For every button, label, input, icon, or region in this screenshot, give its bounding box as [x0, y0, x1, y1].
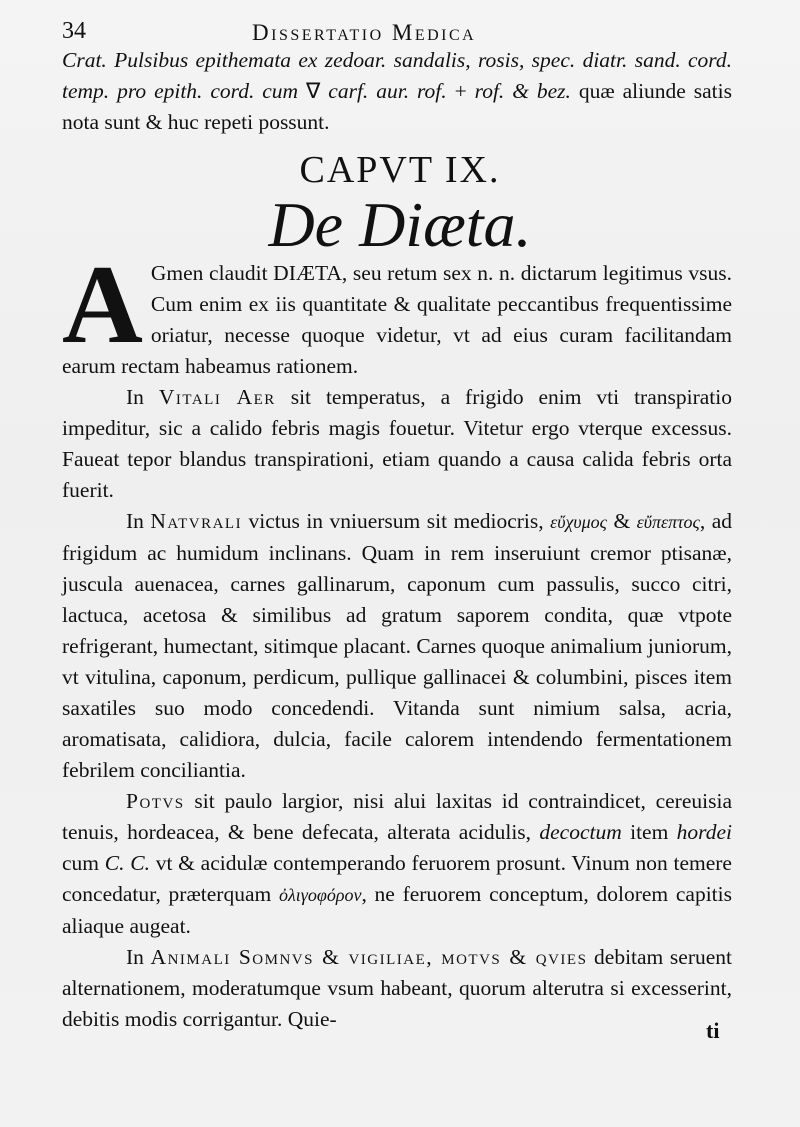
paragraph-5: [62, 942, 732, 1035]
p4-text-d: vt & acidulæ contemperando feruorem prosunt. Vinum non temere concedatur, præterquam: [62, 851, 732, 906]
paragraph-4: [62, 786, 732, 942]
paragraph-1-text: Gmen claudit DIÆTA, seu retum sex n. n. dictarum legitimus vsus. Cum enim ex iis quantitate & qualitate peccantibus frequentissime oriatur, necesse quoque videtur, vt ad eius curam facilitandam earum rectam habeamus rationem.: [62, 261, 732, 378]
p5-text: debitam seruent alternationem, moderatumque vsum habeant, quorum alterutra si excesserint, debitis modis corrigantur. Quie-: [62, 945, 732, 1031]
p2-lead: In: [126, 385, 159, 409]
intro-text-4: quæ aliunde satis nota sunt & huc repeti possunt.: [62, 79, 732, 134]
p3-text-b: &: [606, 509, 637, 533]
chapter-subtitle: De Diæta.: [268, 189, 532, 260]
p3-text-c: , ad frigidum ac humidum inclinans. Quam in rem inseruiunt cremor ptisanæ, juscula auenacea, carnes gallinarum, caponum cum passulis, succo citri, lactuca, acetosa & similibus ad gratum saporem condita, quæ vtpote refrigerant, humectant, sitimque placant. Carnes quoque animalium juniorum, vt vitulina, caponum, perdicum, pullique gallinacei & columbini, pisces item saxatiles suo modo concedendi. Vitanda sunt nimium salsa, acria, aromatisata, calidiora, dulcia, facile calorem intendendo fermentationem febrilem conciliantia.: [62, 509, 732, 782]
cross-symbol-icon: +: [454, 79, 467, 103]
p3-text-a: victus in vniuersum sit mediocris,: [242, 509, 551, 533]
p3-greek-a: εὔχυμος: [550, 512, 607, 532]
p4-greek: ὀλιγοφόρον: [278, 885, 362, 905]
paragraph-2: [62, 382, 732, 506]
p3-greek-b: εὔπεπτος: [636, 512, 700, 532]
p4-text-c: cum: [62, 851, 105, 875]
water-symbol-icon: ∇: [305, 79, 321, 103]
drop-cap: A: [62, 243, 143, 367]
body-text: [62, 243, 732, 1035]
page-number: 34: [62, 18, 86, 44]
p4-text-b: item: [621, 820, 677, 844]
p4-italic-a: decoctum: [539, 820, 622, 844]
p3-lead: In: [126, 509, 151, 533]
p2-text: sit temperatus, a frigido enim vti transpiratio impeditur, sic a calido febris magis fouetur. Vitetur ergo vterque excessus. Faueat tepor blandus transpirationi, etiam quando a causa calida febris orta fuerit.: [62, 385, 732, 502]
p4-text-e: , ne feruorem conceptum, dolorem capitis aliaque augeat.: [62, 882, 732, 938]
running-title: Dissertatio Medica: [252, 20, 477, 45]
catchword: ti: [706, 1018, 720, 1043]
p3-smallcaps: Natvrali: [150, 509, 243, 533]
p4-italic-b: hordei: [676, 820, 732, 844]
p4-smallcaps: Potvs: [126, 789, 185, 813]
intro-text-2: carf. aur. rof.: [320, 79, 455, 103]
intro-text-3: rof. & bez.: [466, 79, 571, 103]
intro-text: [62, 45, 732, 138]
paragraph-1: [62, 243, 732, 382]
running-header: [62, 18, 742, 48]
p5-smallcaps: Animali Somnvs & vigiliae, motvs & qvies: [150, 945, 588, 969]
chapter-heading: CAPVT IX.: [299, 149, 501, 191]
paragraph-3: [62, 506, 732, 786]
intro-text-1: Crat. Pulsibus epithemata ex zedoar. sandalis, rosis, spec. diatr. sand. cord. temp. pro epith. cord. cum: [62, 48, 732, 103]
p2-smallcaps: Vitali Aer: [158, 385, 276, 409]
p4-italic-c: C. C.: [104, 851, 150, 875]
intro-paragraph: [62, 45, 732, 138]
p4-text-a: sit paulo largior, nisi alui laxitas id contraindicet, cereuisia tenuis, hordeacea, & bene defecata, alterata acidulis,: [62, 789, 732, 844]
p5-lead: In: [126, 945, 151, 969]
